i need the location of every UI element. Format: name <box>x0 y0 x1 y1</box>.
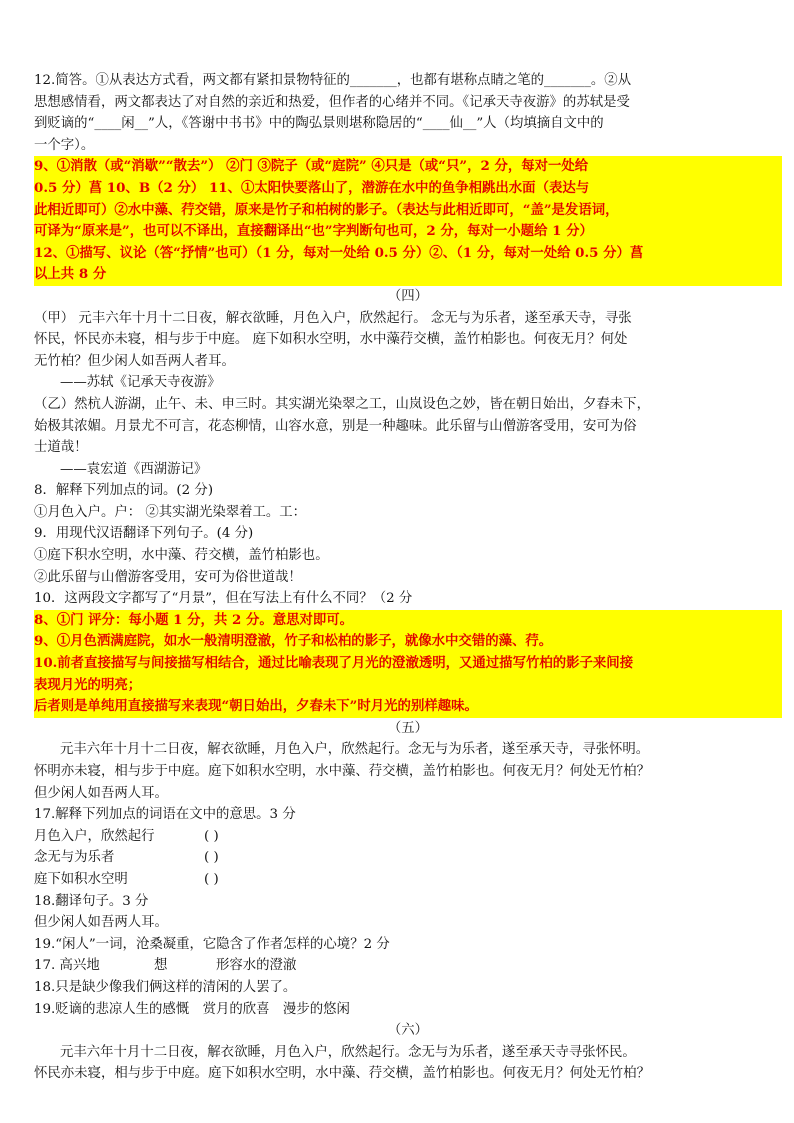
q17-item <box>34 826 782 848</box>
answer-block-2 <box>34 610 782 718</box>
passage-line: （甲） 元丰六年十月十二日夜，解衣欲睡，月色入户，欣然起行。 念无与为乐者，遂至承天寺，寻张 <box>34 310 632 326</box>
q17-term: 月色入户，欣然起行 <box>34 828 155 844</box>
question-line: ①庭下积水空明，水中藻、荇交横，盖竹柏影也。 <box>34 548 329 564</box>
passage-source: ——苏轼《记承天寺夜游》 <box>60 375 221 391</box>
answer-paren: ( ) <box>204 850 219 866</box>
answer-line: 12、①描写、议论（答“抒情”也可）（1 分，每对一处给 0.5 分）②、（1 分，每对一处给 0.5 分）菖 <box>34 244 644 261</box>
answer-line: 此相近即可）②水中藻、荇交错，原来是竹子和柏树的影子。（表达与此相近即可，“盖”是发语词， <box>34 201 619 218</box>
answer-line: 8、①门 评分：每小题 1 分，共 2 分。意思对即可。 <box>34 611 354 628</box>
passage-line: 但少闲人如吾两人耳。 <box>34 785 168 801</box>
q17-item <box>34 869 782 891</box>
question-line: 19.“闲人”一词，沧桑凝重，它隐含了作者怎样的心境？2 分 <box>34 936 390 952</box>
question-line: 18.翻译句子。3 分 <box>34 893 149 909</box>
q12-line: 到贬谪的“____闲__”人，《答谢中书书》中的陶弘景则堪称隐居的“____仙__”人（均填摘自文中的 <box>34 116 604 132</box>
passage-source: ——袁宏道《西湖游记》 <box>60 461 208 477</box>
answer-line: 后者则是单纯用直接描写来表现“朝日始出，夕舂未下”时月光的别样趣味。 <box>34 698 478 715</box>
answer-line <box>34 955 782 977</box>
answer-17b: 想 <box>154 958 168 974</box>
answer-line: 18.只是缺少像我们俩这样的清闲的人罢了。 <box>34 979 297 995</box>
answer-line: 表现月光的明亮； <box>34 676 142 693</box>
q17-term: 念无与为乐者 <box>34 850 115 866</box>
answer-line: 可译为“原来是”，也可以不译出，直接翻译出“也”字判断句也可，2 分，每对一小题给 1 分） <box>34 223 593 240</box>
question-line: 9．用现代汉语翻译下列句子。(4 分) <box>34 526 254 542</box>
question-12 <box>34 70 782 156</box>
passage-line: 元丰六年十月十二日夜，解衣欲睡，月色入户，欣然起行。念无与为乐者，遂至承天寺寻张怀民。 <box>60 1044 636 1060</box>
q17-term: 庭下如积水空明 <box>34 871 128 887</box>
passage-line: （乙）然杭人游湖，止午、未、申三时。其实湖光染翠之工，山岚设色之妙，皆在朝日始出，夕舂未下， <box>34 396 650 412</box>
question-line: ①月色入户。户： ②其实湖光染翠着工。工： <box>34 504 307 520</box>
answer-line: 以上共 8 分 <box>34 266 107 283</box>
section-heading: （四） <box>387 288 429 304</box>
answer-line: 9、①消散（或“消歇”“散去”） ②门 ③院子（或“庭院” ④只是（或“只”，2 分，每对一处给 <box>34 158 589 175</box>
passage-line: 无竹柏？但少闲人如吾两人者耳。 <box>34 353 235 369</box>
section-4 <box>34 286 782 610</box>
answer-line: 9、①月色洒满庭院，如水一般清明澄澈，竹子和松柏的影子，就像水中交错的藻、荇。 <box>34 633 553 650</box>
passage-line: 始极其浓媚。月景尤不可言，花态柳情，山容水意，别是一种趣味。此乐留与山僧游客受用，安可为俗 <box>34 418 637 434</box>
passage-line: 士道哉！ <box>34 440 88 456</box>
answer-paren: ( ) <box>204 871 219 887</box>
passage-line: 怀民亦未寝，相与步于中庭。庭下如积水空明，水中藻、荇交横，盖竹柏影也。何夜无月？何处无竹柏？ <box>34 1066 650 1082</box>
passage-line: 元丰六年十月十二日夜，解衣欲睡，月色入户，欣然起行。念无与为乐者，遂至承天寺，寻张怀明。 <box>60 742 650 758</box>
passage-line: 怀明亦未寝，相与步于中庭。庭下如积水空明，水中藻、荇交横，盖竹柏影也。何夜无月？何处无竹柏？ <box>34 764 650 779</box>
question-line: 8．解释下列加点的词。(2 分) <box>34 483 214 499</box>
q12-line: 12.简答。①从表达方式看，两文都有紧扣景物特征的_______，也都有堪称点睛之笔的_______。②从 <box>34 73 632 88</box>
answer-line: 19.贬谪的悲凉人生的感慨 赏月的欣喜 漫步的悠闲 <box>34 1001 350 1017</box>
question-line: ②此乐留与山僧游客受用，安可为俗世道哉！ <box>34 569 302 585</box>
section-5 <box>34 718 782 1020</box>
question-line: 17.解释下列加点的词语在文中的意思。3 分 <box>34 807 296 823</box>
answer-line: 0.5 分）菖 10、B（2 分） 11、①太阳快要落山了，潜游在水中的鱼争相跳出水面（表达与 <box>34 179 590 196</box>
q12-line: 思想感情看，两文都表达了对自然的亲近和热爱，但作者的心绪并不同。《记承天寺夜游》的苏轼是受 <box>34 94 630 110</box>
document-page <box>34 70 782 1085</box>
answer-line: 10.前者直接描写与间接描写相结合，通过比喻表现了月光的澄澈透明，又通过描写竹柏的影子来间接 <box>34 655 634 672</box>
question-line: 但少闲人如吾两人耳。 <box>34 915 168 931</box>
answer-paren: ( ) <box>204 828 219 844</box>
q12-line: 一个字）。 <box>34 137 95 153</box>
section-6 <box>34 1020 782 1085</box>
answer-17a: 17. 高兴地 <box>34 958 100 974</box>
answer-17c: 形容水的澄澈 <box>216 958 297 974</box>
section-heading: （六） <box>387 1023 429 1039</box>
question-line: 10．这两段文字都写了“月景”，但在写法上有什么不同？（2 分 <box>34 591 413 607</box>
answer-block-1 <box>34 156 782 286</box>
section-heading: （五） <box>387 720 429 736</box>
q17-item <box>34 847 782 869</box>
passage-line: 怀民，怀民亦未寝，相与步于中庭。 庭下如积水空明，水中藻荇交横，盖竹柏影也。何夜无月？何处 <box>34 332 628 348</box>
